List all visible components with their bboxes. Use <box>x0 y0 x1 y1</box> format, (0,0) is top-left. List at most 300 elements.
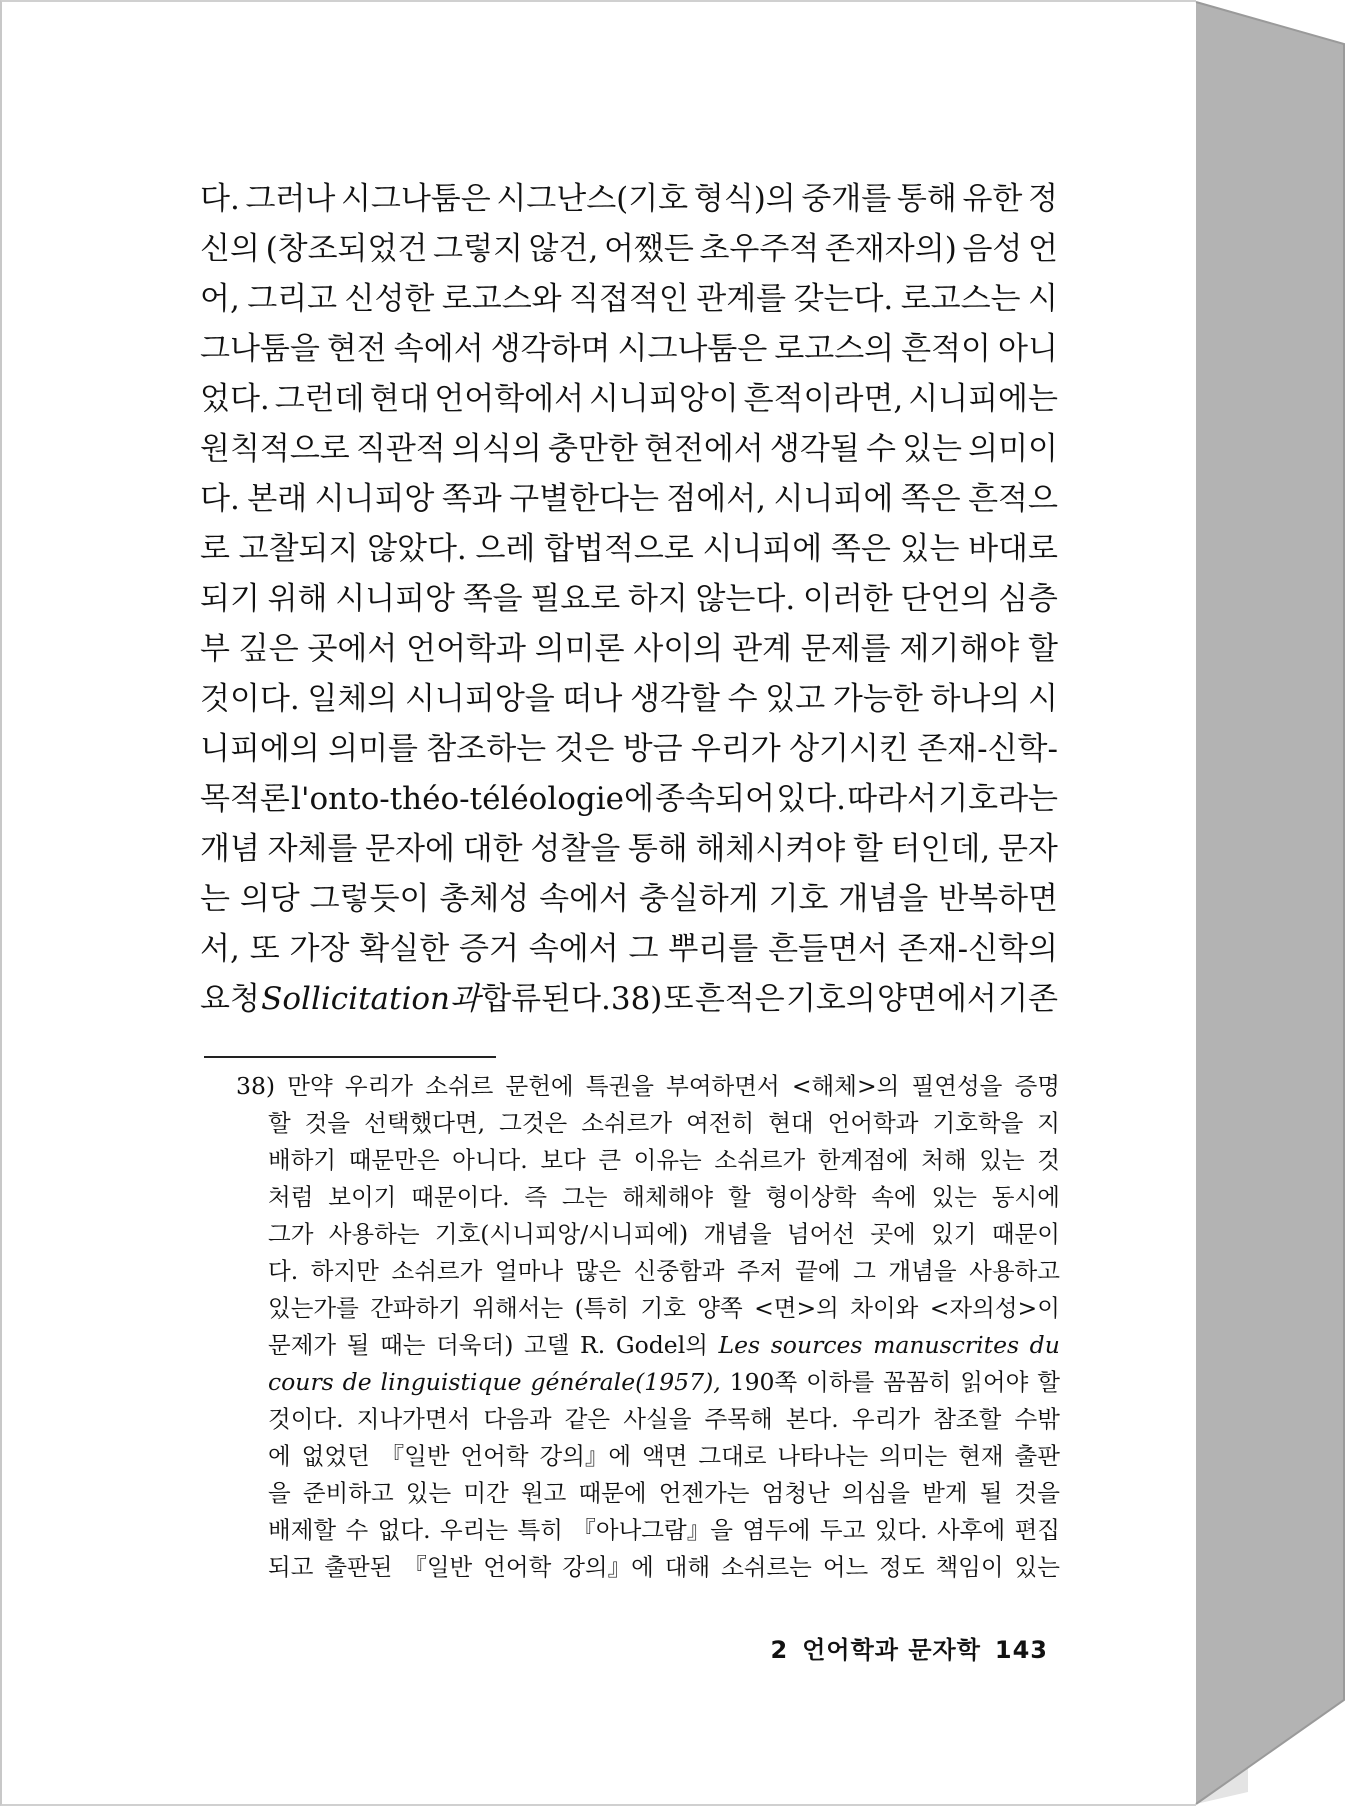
body-word: 바대로 <box>968 531 1058 567</box>
fn-word: 수 <box>345 1516 369 1544</box>
body-word: 충만한 <box>547 431 638 467</box>
fn-word: 넘어선 <box>786 1220 856 1248</box>
fn-word: 특권을 <box>585 1072 654 1100</box>
body-word: 반복하면 <box>938 881 1058 917</box>
body-word: 가능한 <box>832 681 923 717</box>
fn-word: 아니다. <box>452 1146 528 1174</box>
body-line <box>200 224 1058 274</box>
fn-word: 본다. <box>785 1405 839 1433</box>
fn-word: <면>의 <box>754 1294 839 1322</box>
fn-word: 특히 <box>517 1516 563 1544</box>
fn-line <box>236 1253 1060 1290</box>
fn-word: 미간 <box>463 1479 509 1507</box>
body-word: 곳에서 <box>307 631 398 667</box>
fn-word: 대해 <box>664 1553 711 1581</box>
body-word: 않는다. <box>695 581 796 617</box>
fn-word: 액면 <box>642 1442 688 1470</box>
fn-word: 꼼꼼히 <box>883 1368 952 1396</box>
fn-word: 기호 <box>640 1294 686 1322</box>
body-line <box>200 274 1058 324</box>
body-line <box>200 824 1058 874</box>
body-word: 되기 <box>200 581 260 617</box>
fn-word: 다음과 <box>483 1405 552 1433</box>
fn-word: 190쪽 <box>729 1368 798 1396</box>
fn-word: 기호학을 <box>932 1109 1024 1137</box>
body-line <box>200 974 1058 1024</box>
fn-line <box>236 1549 1060 1586</box>
fn-word: 의미는 <box>879 1442 948 1470</box>
fn-word: 하지만 <box>310 1257 379 1285</box>
fn-word: 있기 <box>931 1220 977 1248</box>
fn-word: 소쉬르가 <box>391 1257 483 1285</box>
fn-word: 그것은 <box>499 1109 568 1137</box>
fn-word: Godel의 <box>615 1331 708 1359</box>
fn-word: 것을 <box>1014 1479 1060 1507</box>
body-line <box>200 324 1058 374</box>
fn-word: 우리는 <box>440 1516 509 1544</box>
fn-word: sources <box>770 1331 863 1359</box>
fn-word: 원고 <box>520 1479 567 1507</box>
fn-word: générale(1957), <box>530 1368 721 1396</box>
fn-word: 사실을 <box>623 1405 692 1433</box>
fn-word: 지 <box>1037 1109 1060 1137</box>
body-word: 합류된다.38) <box>481 981 663 1017</box>
fn-word: 것이다. <box>268 1405 344 1433</box>
fn-word: 고델 <box>524 1331 570 1359</box>
body-word: 기호라는 <box>938 781 1058 817</box>
fn-word: 강의』에 <box>562 1553 654 1581</box>
fn-line <box>236 1512 1060 1549</box>
body-word: 쪽을 <box>462 581 523 617</box>
fn-word: 속에 <box>871 1183 917 1211</box>
fn-word: 기호(시니피앙/시니피에) <box>434 1220 689 1248</box>
fn-word: 끝에 <box>795 1257 841 1285</box>
fn-word: 신중함과 <box>633 1257 725 1285</box>
body-word: 그 <box>628 931 659 967</box>
body-word: 또 <box>249 931 280 967</box>
fn-word: 38) <box>236 1072 276 1100</box>
fn-word: du <box>1029 1331 1060 1359</box>
fn-word: 그가 <box>268 1220 314 1248</box>
fn-word: 『일반 <box>380 1442 450 1470</box>
body-word: 로고스와 <box>441 281 562 317</box>
fn-word: 곳에 <box>870 1220 916 1248</box>
body-line <box>200 574 1058 624</box>
fn-word: 문헌에 <box>505 1072 574 1100</box>
body-word: 충실하게 <box>638 881 759 917</box>
fn-word: 얼마나 <box>494 1257 564 1285</box>
body-word: 생각할 <box>630 681 720 717</box>
body-text <box>200 174 1058 1024</box>
fn-word: 큰 <box>598 1146 622 1174</box>
body-word: 시니피앙 <box>335 581 456 617</box>
body-word: 어쨌든 <box>603 231 694 267</box>
body-word: 시니피에 <box>702 531 823 567</box>
fn-word: 읽어야 <box>960 1368 1029 1396</box>
fn-word: 소쉬르는 <box>721 1553 812 1581</box>
body-word: 속에서 <box>539 881 629 917</box>
body-line <box>200 374 1058 424</box>
fn-word: 『아나그람』을 <box>572 1516 733 1544</box>
body-word: 시니피앙 <box>314 481 435 517</box>
running-footer <box>757 1630 1048 1665</box>
fn-word: 의심을 <box>841 1479 910 1507</box>
body-word: 단언의 <box>900 581 991 617</box>
body-word: 쪽과 <box>441 481 502 517</box>
fn-word: 때문이다. <box>411 1183 510 1211</box>
body-word: 있는 <box>899 531 960 567</box>
body-word: 로고스는 <box>900 281 1021 317</box>
fn-word: 언젠가는 <box>658 1479 750 1507</box>
page-edge-outline <box>1196 2 1344 1804</box>
fn-word: 될 <box>979 1479 1003 1507</box>
body-word: 의식의 <box>451 431 542 467</box>
fn-word: 나타나는 <box>777 1442 869 1470</box>
body-line <box>200 874 1058 924</box>
fn-word: 언어학과 <box>827 1109 919 1137</box>
fn-word: 받게 <box>922 1479 968 1507</box>
body-word: 관계를 <box>696 281 787 317</box>
fn-line <box>236 1290 1060 1327</box>
body-word: 니피에의 <box>200 731 320 767</box>
fn-word: 언어학 <box>483 1553 552 1581</box>
body-word: 아니 <box>998 331 1058 367</box>
fn-line <box>236 1438 1060 1475</box>
fn-word: 소쉬르 <box>425 1072 494 1100</box>
fn-word: 을 <box>268 1479 291 1507</box>
fn-line <box>236 1327 1060 1364</box>
footnote-separator <box>204 1056 496 1058</box>
body-word: 신의 <box>200 231 260 267</box>
fn-word: 때문이 <box>991 1220 1060 1248</box>
fn-word: 되고 <box>268 1553 314 1581</box>
fn-word: (특히 <box>574 1294 630 1322</box>
fn-word: 같은 <box>564 1405 611 1433</box>
body-word: 목적론 <box>200 781 290 817</box>
body-word: 상기시킨 <box>789 731 909 767</box>
fn-word: 출판된 <box>324 1553 393 1581</box>
body-word: l'onto-théo-téléologie에 <box>291 781 654 817</box>
body-word: 시 <box>1028 681 1058 717</box>
fn-word: R. <box>580 1331 606 1359</box>
body-word: 것은 <box>554 731 615 767</box>
fn-word: manuscrites <box>873 1331 1020 1359</box>
body-word: 현대 <box>369 381 430 417</box>
body-word: 존재-신학- <box>917 731 1058 767</box>
fn-word: 즉 <box>524 1183 548 1211</box>
fn-word: 개념을 <box>888 1257 957 1285</box>
fn-word: 지나가면서 <box>356 1405 471 1433</box>
fn-line <box>236 1179 1060 1216</box>
fn-word: 강의』에 <box>539 1442 632 1470</box>
fn-word: 문제가 <box>268 1331 337 1359</box>
body-word: 위해 <box>267 581 328 617</box>
fn-word: 될 <box>346 1331 370 1359</box>
fn-word: 언어학 <box>460 1442 529 1470</box>
fn-word: 것을 <box>304 1109 351 1137</box>
fn-word: 보이기 <box>328 1183 397 1211</box>
body-word: 하지 <box>627 581 688 617</box>
fn-word: 준비하고 <box>302 1479 394 1507</box>
body-word: 이러한 <box>802 581 893 617</box>
fn-word: 사용하고 <box>969 1257 1060 1285</box>
fn-word: 현재 <box>958 1442 1004 1470</box>
body-word: 깊은 <box>238 631 299 667</box>
fn-word: 배하기 <box>268 1146 337 1174</box>
fn-word: 우리가 <box>851 1405 921 1433</box>
body-word: 의당 <box>239 881 300 917</box>
body-word: 시 <box>1027 281 1058 317</box>
body-word: 자체를 <box>267 831 358 867</box>
body-word: 대한 <box>462 831 523 867</box>
fn-word: 필연성을 <box>911 1072 1003 1100</box>
body-word: 관계 <box>732 631 792 667</box>
body-line <box>200 624 1058 674</box>
body-word: 가장 <box>289 931 350 967</box>
body-word: Sollicitation과 <box>261 981 480 1017</box>
body-word: 원칙적으로 <box>200 431 350 467</box>
fn-line <box>236 1401 1060 1438</box>
body-word: 형식)의 <box>693 181 796 217</box>
fn-word: 참조할 <box>933 1405 1002 1433</box>
body-word: 의미를 <box>328 731 418 767</box>
fn-word: 위해서는 <box>472 1294 564 1322</box>
fn-word: 사후에 <box>937 1516 1006 1544</box>
body-word: 떠나 <box>562 681 623 717</box>
body-word: 터인데, <box>890 831 991 867</box>
fn-word: cours <box>268 1368 334 1396</box>
body-word: 언 <box>1028 231 1058 267</box>
fn-word: 개념을 <box>703 1220 772 1248</box>
body-word: 그러나 <box>245 181 336 217</box>
fn-word: 편집 <box>1014 1516 1060 1544</box>
body-word: 시그나툼은 <box>617 331 768 367</box>
fn-word: 이유는 <box>633 1146 702 1174</box>
body-word: 존재자의) <box>824 231 957 267</box>
body-word: 초우주적 <box>699 231 820 267</box>
body-word: 신성한 <box>344 281 435 317</box>
fn-word: 해체해야 <box>622 1183 714 1211</box>
fn-word: 소쉬르가 <box>581 1109 673 1137</box>
fn-word: 어느 <box>822 1553 869 1581</box>
body-word: 쪽은 <box>900 481 961 517</box>
body-word: 않았다. <box>367 531 467 567</box>
fn-word: 염두에 <box>742 1516 811 1544</box>
fn-word: 그 <box>853 1257 876 1285</box>
fn-word: 그는 <box>562 1183 608 1211</box>
fn-word: 만약 <box>287 1072 333 1100</box>
fn-word: 할 <box>727 1183 751 1211</box>
body-word: 그렇듯이 <box>309 881 430 917</box>
body-word: 시그난스(기호 <box>496 181 689 217</box>
body-word: 양면에서 <box>877 981 997 1017</box>
body-word: 직관적 <box>355 431 446 467</box>
body-word: 일체의 <box>307 681 398 717</box>
fn-word: 더욱더) <box>436 1331 514 1359</box>
body-word: 따라서 <box>847 781 937 817</box>
body-line <box>200 924 1058 974</box>
body-word: 현전에서 <box>643 431 764 467</box>
fn-word: <해체>의 <box>791 1072 900 1100</box>
fn-word: 배제할 <box>268 1516 337 1544</box>
body-word: 음성 <box>962 231 1023 267</box>
fn-word: 책임이 <box>935 1553 1004 1581</box>
fn-word: 할 <box>268 1109 291 1137</box>
body-word: 흔적이 <box>901 331 991 367</box>
fn-word: 때문만은 <box>348 1146 440 1174</box>
body-word: 쪽은 <box>830 531 891 567</box>
body-line <box>200 674 1058 724</box>
body-word: 심층 <box>997 581 1058 617</box>
fn-word: linguistique <box>380 1368 522 1396</box>
body-word: 합법적으로 <box>544 531 694 567</box>
body-line <box>200 524 1058 574</box>
fn-word: 있는 <box>931 1183 977 1211</box>
fn-word: 동시에 <box>991 1183 1060 1211</box>
body-word: 기호의 <box>785 981 876 1017</box>
body-word: 사이의 <box>633 631 724 667</box>
body-word: 는 <box>200 881 230 917</box>
fn-word: <자의성>이 <box>929 1294 1060 1322</box>
body-word: 그리고 <box>247 281 338 317</box>
fn-line <box>236 1475 1060 1512</box>
body-word: 으레 <box>475 531 536 567</box>
body-word: 할 <box>1028 631 1058 667</box>
body-word: 언어학에서 <box>434 381 585 417</box>
body-word: 중개를 <box>801 181 892 217</box>
fn-word: 있는 <box>405 1479 452 1507</box>
fn-word: 있는 <box>979 1146 1025 1174</box>
footnote-38 <box>236 1068 1060 1586</box>
page-number: 143 <box>994 1636 1048 1664</box>
body-line <box>200 774 1058 824</box>
fn-word: 에 <box>268 1442 291 1470</box>
body-word: 흔들면서 <box>768 931 888 967</box>
body-word: 시그나툼은 <box>340 181 491 217</box>
body-word: 생각하며 <box>490 331 611 367</box>
body-word: 부 <box>200 631 230 667</box>
body-word: 어, <box>200 281 240 317</box>
body-word: 하나의 <box>930 681 1021 717</box>
body-word: 방금 <box>622 731 683 767</box>
fn-word: 부여하면서 <box>666 1072 780 1100</box>
fn-line <box>236 1068 1060 1105</box>
body-word: 그런데 <box>274 381 365 417</box>
body-word: 점에서, <box>666 481 767 517</box>
fn-word: 사용하는 <box>328 1220 420 1248</box>
body-word: 존재-신학의 <box>897 931 1058 967</box>
body-word: 고찰되지 <box>238 531 359 567</box>
fn-word: 수밖 <box>1014 1405 1060 1433</box>
fn-word: 있는 <box>1014 1553 1060 1581</box>
body-word: 언어학과 <box>406 631 526 667</box>
fn-word: 이하를 <box>806 1368 875 1396</box>
fn-word: 처럼 <box>268 1183 314 1211</box>
fn-word: 때문에 <box>578 1479 647 1507</box>
body-word: 속에서 <box>528 931 619 967</box>
fn-word: 현대 <box>768 1109 814 1137</box>
fn-word: 정도 <box>879 1553 925 1581</box>
fn-word: 한계점에 <box>817 1146 909 1174</box>
body-word: 종속되어 <box>655 781 775 817</box>
body-word: 흔적은 <box>694 981 785 1017</box>
body-word: 확실한 <box>359 931 450 967</box>
body-word: 할 <box>852 831 883 867</box>
body-word: 필요로 <box>530 581 621 617</box>
page-edge-top <box>1196 2 1248 1804</box>
body-word: 기호 <box>768 881 829 917</box>
body-word: 뿌리를 <box>668 931 759 967</box>
body-word: 생각될 <box>769 431 860 467</box>
body-word: 갖는다. <box>793 281 894 317</box>
body-word: 요청 <box>200 981 260 1017</box>
fn-word: 없었던 <box>301 1442 370 1470</box>
body-line <box>200 174 1058 224</box>
fn-word: 처해 <box>921 1146 967 1174</box>
fn-word: 소쉬르가 <box>714 1146 806 1174</box>
body-word: 시니피앙을 <box>404 681 555 717</box>
fn-word: 있는가를 <box>268 1294 359 1322</box>
body-word: 었다. <box>200 381 270 417</box>
fn-word: 다. <box>268 1257 299 1285</box>
fn-word: 『일반 <box>403 1553 473 1581</box>
body-line <box>200 424 1058 474</box>
fn-word: 두고 <box>819 1516 866 1544</box>
body-word: 않건, <box>528 231 599 267</box>
fn-word: 보다 <box>540 1146 586 1174</box>
page-edge-side <box>1196 2 1344 1804</box>
body-word: 유한 <box>962 181 1023 217</box>
fn-word: 없다. <box>377 1516 431 1544</box>
body-word: 기존 <box>998 981 1058 1017</box>
body-word: 그나툼을 <box>200 331 320 367</box>
fn-word: 많은 <box>575 1257 622 1285</box>
body-word: 있는 <box>902 431 962 467</box>
body-word: 본래 <box>247 481 308 517</box>
fn-word: 할 <box>1037 1368 1060 1396</box>
fn-word: 그대로 <box>698 1442 767 1470</box>
fn-line <box>236 1216 1060 1253</box>
fn-word: 양쪽 <box>697 1294 743 1322</box>
body-word: 다. <box>200 181 240 217</box>
fn-word: 선택했다면, <box>364 1109 486 1137</box>
fn-line <box>236 1364 1060 1401</box>
body-word: 있다. <box>776 781 846 817</box>
body-word: 서, <box>200 931 240 967</box>
body-word: 제기해야 <box>899 631 1020 667</box>
body-word: 증거 <box>459 931 519 967</box>
fn-line <box>236 1142 1060 1179</box>
chapter-title: 언어학과 문자학 <box>802 1636 981 1664</box>
fn-word: 여전히 <box>686 1109 755 1137</box>
body-word: 시니피앙이 <box>588 381 739 417</box>
body-word: 시니피에 <box>773 481 894 517</box>
body-word: 문자 <box>997 831 1058 867</box>
body-word: 또 <box>663 981 694 1017</box>
fn-word: de <box>342 1368 372 1396</box>
body-line <box>200 474 1058 524</box>
body-word: 속에서 <box>393 331 484 367</box>
fn-word: 형이상학 <box>765 1183 857 1211</box>
body-word: 통해 <box>896 181 957 217</box>
body-word: 개념을 <box>838 881 929 917</box>
body-word: 로 <box>200 531 230 567</box>
body-word: 통해 <box>627 831 688 867</box>
fn-word: 엄청난 <box>761 1479 830 1507</box>
body-word: 우리가 <box>690 731 781 767</box>
fn-line <box>236 1105 1060 1142</box>
body-word: 것이다. <box>200 681 300 717</box>
